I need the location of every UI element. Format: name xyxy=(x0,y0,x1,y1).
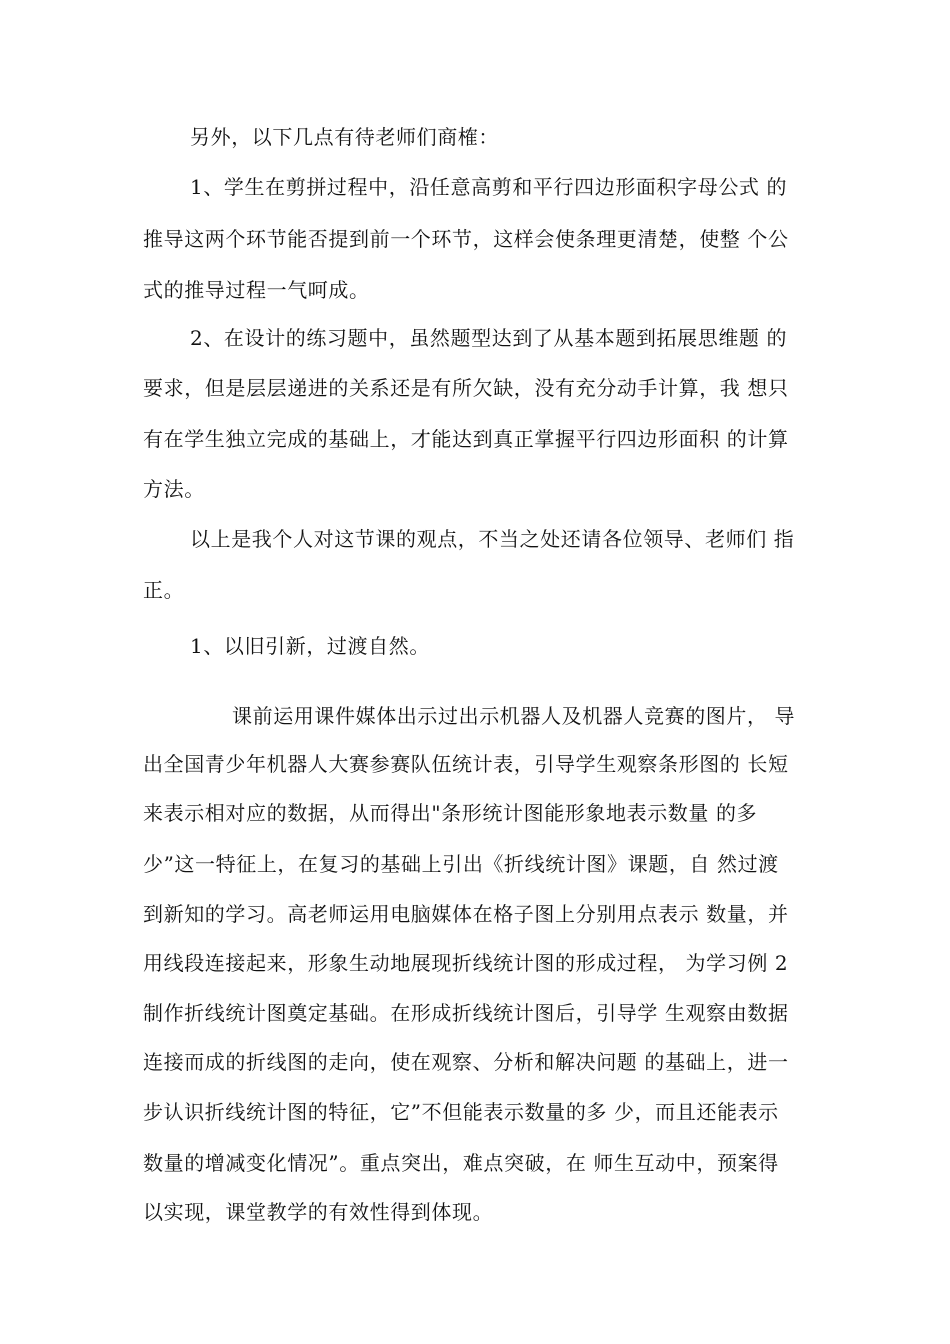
paragraph-line: 式的推导过程一气呵成。 xyxy=(143,278,370,302)
paragraph-line: 出全国青少年机器人大赛参赛队伍统计表，引导学生观察条形图的 长短 xyxy=(143,752,789,776)
paragraph-line: 连接而成的折线图的走向，使在观察、分析和解决问题 的基础上，进一 xyxy=(143,1050,789,1074)
paragraph-line: 正。 xyxy=(143,578,185,602)
paragraph-line: 课前运用课件媒体出示过出示机器人及机器人竞赛的图片， 导 xyxy=(232,704,796,728)
paragraph-line: 方法。 xyxy=(143,477,205,501)
paragraph-line: 数量的增减变化情况”。重点突出，难点突破，在 师生互动中，预案得 xyxy=(143,1151,779,1175)
paragraph-line: 以上是我个人对这节课的观点，不当之处还请各位领导、老师们 指 xyxy=(190,527,795,551)
paragraph-line: 来表示相对应的数据，从而得出"条形统计图能形象地表示数量 的多 xyxy=(143,801,758,825)
paragraph-line: 以实现，课堂教学的有效性得到体现。 xyxy=(143,1200,494,1224)
paragraph-line: 有在学生独立完成的基础上，才能达到真正掌握平行四边形面积 的计算 xyxy=(143,427,789,451)
paragraph-line: 用线段连接起来，形象生动地展现折线统计图的形成过程， 为学习例 2 xyxy=(143,951,789,975)
section-heading: 1、以旧引新，过渡自然。 xyxy=(190,634,430,658)
paragraph-line: 1、学生在剪拼过程中，沿任意高剪和平行四边形面积字母公式 的 xyxy=(190,175,788,199)
paragraph-line: 另外，以下几点有待老师们商榷： xyxy=(190,125,499,149)
paragraph-line: 到新知的学习。高老师运用电脑媒体在格子图上分别用点表示 数量，并 xyxy=(143,902,789,926)
paragraph-line: 制作折线统计图奠定基础。在形成折线统计图后，引导学 生观察由数据 xyxy=(143,1001,789,1025)
paragraph-line: 少”这一特征上，在复习的基础上引出《折线统计图》课题，自 然过渡 xyxy=(143,852,779,876)
paragraph-line: 要求，但是层层递进的关系还是有所欠缺，没有充分动手计算，我 想只 xyxy=(143,376,789,400)
paragraph-line: 推导这两个环节能否提到前一个环节，这样会使条理更清楚，使整 个公 xyxy=(143,227,789,251)
paragraph-line: 步认识折线统计图的特征，它”不但能表示数量的多 少，而且还能表示 xyxy=(143,1100,779,1124)
paragraph-line: 2、在设计的练习题中，虽然题型达到了从基本题到拓展思维题 的 xyxy=(190,326,788,350)
